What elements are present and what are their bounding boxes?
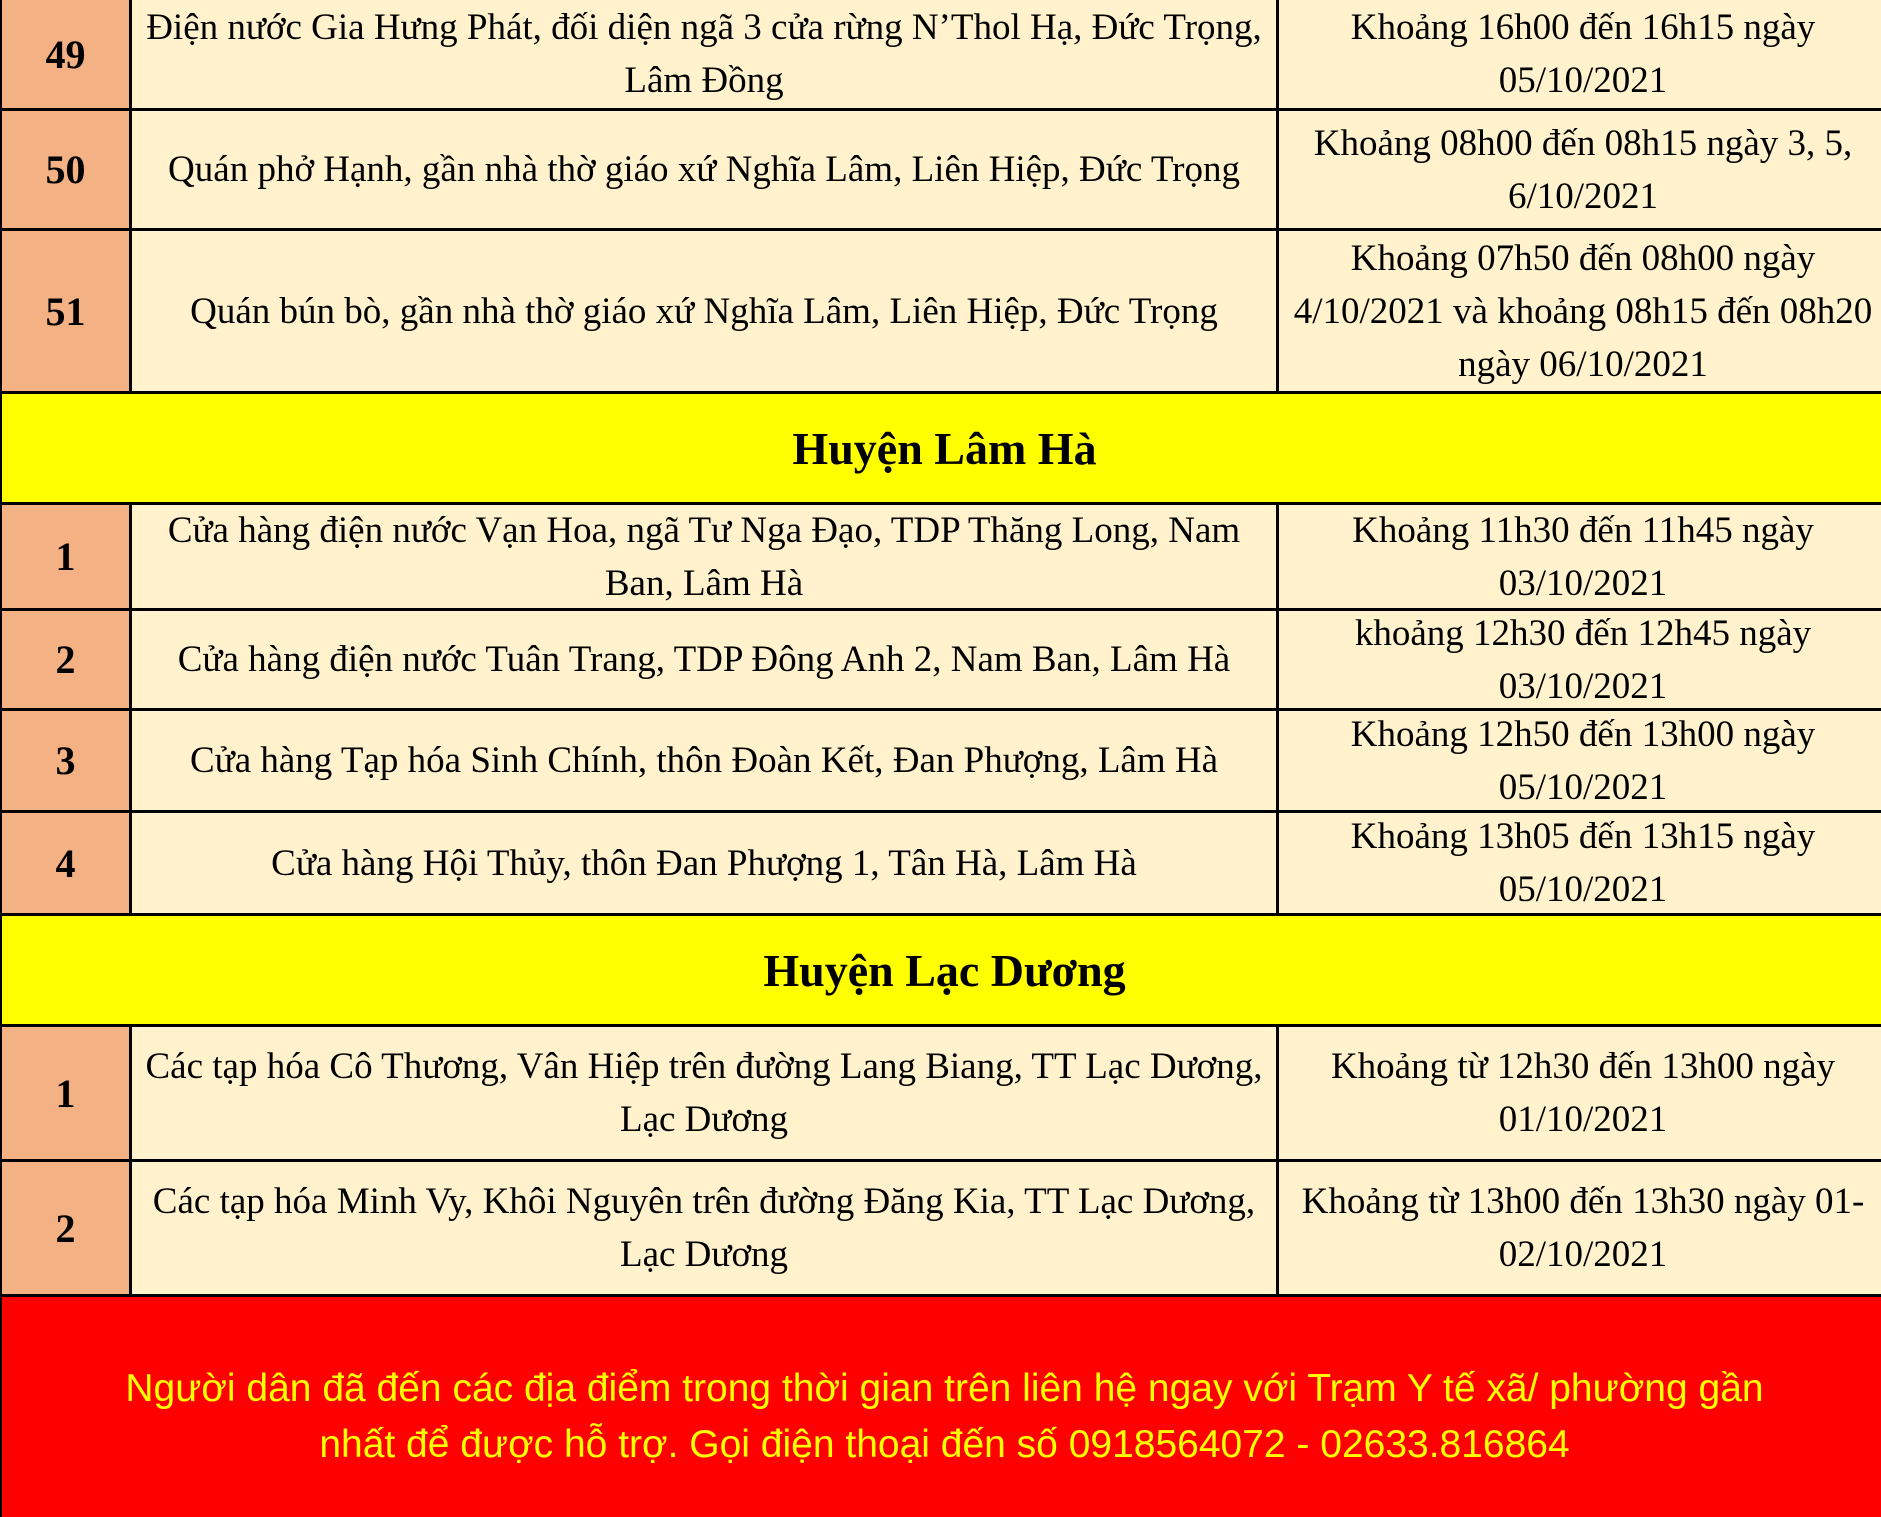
time-cell: Khoảng từ 12h30 đến 13h00 ngày 01/10/2021 [1279, 1027, 1881, 1159]
section-header-lac-duong: Huyện Lạc Dương [2, 916, 1881, 1024]
row-number: 50 [2, 111, 129, 228]
time-cell: Khoảng 16h00 đến 16h15 ngày 05/10/2021 [1279, 0, 1881, 108]
location-cell: Quán bún bò, gần nhà thờ giáo xứ Nghĩa Lâm, Liên Hiệp, Đức Trọng [132, 231, 1276, 391]
row-number: 51 [2, 231, 129, 391]
row-number: 49 [2, 0, 129, 108]
row-number: 3 [2, 711, 129, 810]
location-cell: Các tạp hóa Cô Thương, Vân Hiệp trên đường Lang Biang, TT Lạc Dương, Lạc Dương [132, 1027, 1276, 1159]
time-cell: Khoảng 11h30 đến 11h45 ngày 03/10/2021 [1279, 505, 1881, 608]
time-cell: Khoảng từ 13h00 đến 13h30 ngày 01-02/10/2021 [1279, 1162, 1881, 1294]
time-cell: Khoảng 07h50 đến 08h00 ngày 4/10/2021 và khoảng 08h15 đến 08h20 ngày 06/10/2021 [1279, 231, 1881, 391]
time-cell: Khoảng 13h05 đến 13h15 ngày 05/10/2021 [1279, 813, 1881, 913]
time-cell: Khoảng 12h50 đến 13h00 ngày 05/10/2021 [1279, 711, 1881, 810]
location-cell: Cửa hàng Hội Thủy, thôn Đan Phượng 1, Tân Hà, Lâm Hà [132, 813, 1276, 913]
row-number: 4 [2, 813, 129, 913]
section-header-lam-ha: Huyện Lâm Hà [2, 394, 1881, 502]
location-cell: Cửa hàng điện nước Vạn Hoa, ngã Tư Nga Đạo, TDP Thăng Long, Nam Ban, Lâm Hà [132, 505, 1276, 608]
row-number: 2 [2, 1162, 129, 1294]
location-cell: Quán phở Hạnh, gần nhà thờ giáo xứ Nghĩa Lâm, Liên Hiệp, Đức Trọng [132, 111, 1276, 228]
location-cell: Cửa hàng Tạp hóa Sinh Chính, thôn Đoàn Kết, Đan Phượng, Lâm Hà [132, 711, 1276, 810]
row-number: 1 [2, 1027, 129, 1159]
time-cell: Khoảng 08h00 đến 08h15 ngày 3, 5, 6/10/2021 [1279, 111, 1881, 228]
row-number: 1 [2, 505, 129, 608]
notice-banner: Người dân đã đến các địa điểm trong thời gian trên liên hệ ngay với Trạm Y tế xã/ phường gần nhất để được hỗ trợ. Gọi điện thoại đến số 0918564072 - 02633.816864 [2, 1297, 1881, 1517]
location-cell: Cửa hàng điện nước Tuân Trang, TDP Đông Anh 2, Nam Ban, Lâm Hà [132, 611, 1276, 708]
row-number: 2 [2, 611, 129, 708]
location-cell: Các tạp hóa Minh Vy, Khôi Nguyên trên đường Đăng Kia, TT Lạc Dương, Lạc Dương [132, 1162, 1276, 1294]
time-cell: khoảng 12h30 đến 12h45 ngày 03/10/2021 [1279, 611, 1881, 708]
location-cell: Điện nước Gia Hưng Phát, đối diện ngã 3 cửa rừng N’Thol Hạ, Đức Trọng, Lâm Đồng [132, 0, 1276, 108]
